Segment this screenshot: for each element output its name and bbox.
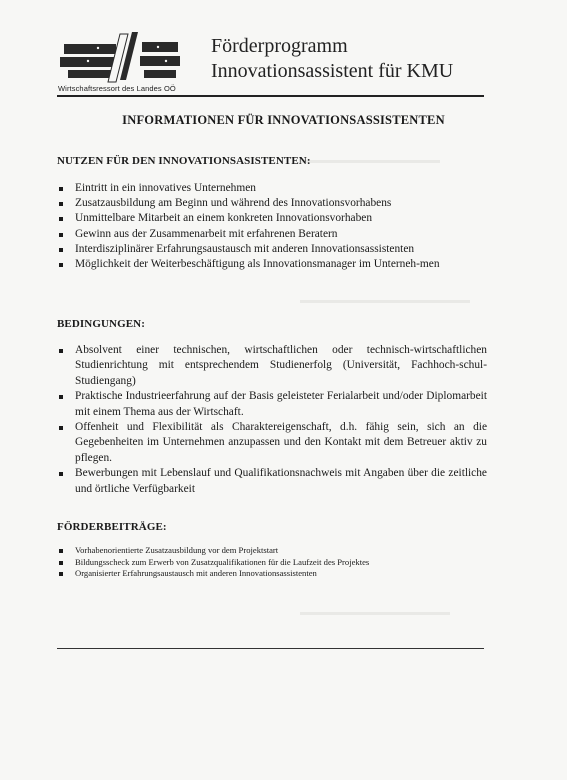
bullet-icon bbox=[59, 263, 63, 267]
bullet-icon bbox=[59, 217, 63, 221]
bullet-icon bbox=[59, 572, 63, 576]
list-item: Organisierter Erfahrungsaustausch mit anderen Innovationsassistenten bbox=[57, 568, 487, 580]
logo-caption: Wirtschaftsressort des Landes OÖ bbox=[58, 84, 176, 93]
list-item: Absolvent einer technischen, wirtschaftlichen oder technisch-wirtschaftlichen Studienrichtung mit entsprechendem Studienerfolg (Universität, Fachhoch-schul-Studiengang) bbox=[57, 343, 487, 389]
benefits-heading: NUTZEN FÜR DEN INNOVATIONSASISTENTEN: bbox=[57, 155, 311, 167]
list-item: Bildungsscheck zum Erwerb von Zusatzqualifikationen für die Laufzeit des Projektes bbox=[57, 557, 487, 569]
benefits-list bbox=[57, 181, 487, 272]
wirtschaftsressort-logo bbox=[58, 30, 188, 90]
list-item: Zusatzausbildung am Beginn und während des Innovationsvorhabens bbox=[57, 196, 487, 211]
show-through-mark bbox=[300, 160, 440, 163]
list-item: Vorhabenorientierte Zusatzausbildung vor dem Projektstart bbox=[57, 545, 487, 557]
bullet-icon bbox=[59, 426, 63, 430]
funding-list bbox=[57, 545, 487, 580]
bullet-icon bbox=[59, 248, 63, 252]
bullet-icon bbox=[59, 349, 63, 353]
bullet-icon bbox=[59, 233, 63, 237]
show-through-mark bbox=[300, 612, 450, 615]
list-item: Möglichkeit der Weiterbeschäftigung als Innovationsmanager im Unterneh-men bbox=[57, 257, 487, 272]
list-item: Interdisziplinärer Erfahrungsaustausch mit anderen Innovationsassistenten bbox=[57, 242, 487, 257]
bullet-icon bbox=[59, 561, 63, 565]
document-title: INFORMATIONEN FÜR INNOVATIONSASSISTENTEN bbox=[122, 113, 445, 127]
conditions-heading: BEDINGUNGEN: bbox=[57, 318, 145, 330]
funding-heading: FÖRDERBEITRÄGE: bbox=[57, 521, 167, 533]
footer-rule bbox=[57, 648, 484, 649]
program-title-line2: Innovationsassistent für KMU bbox=[211, 60, 454, 82]
header-rule bbox=[57, 95, 484, 97]
list-item: Offenheit und Flexibilität als Charaktereigenschaft, d.h. fähig sein, sich an die Gegebenheiten im Unternehmen anzupassen und den Kontakt mit dem Betreuer aktiv zu pflegen. bbox=[57, 420, 487, 466]
bullet-icon bbox=[59, 472, 63, 476]
bullet-icon bbox=[59, 202, 63, 206]
bullet-icon bbox=[59, 187, 63, 191]
list-item: Eintritt in ein innovatives Unternehmen bbox=[57, 181, 487, 196]
bullet-icon bbox=[59, 549, 63, 553]
show-through-mark bbox=[300, 300, 470, 303]
list-item: Gewinn aus der Zusammenarbeit mit erfahrenen Beratern bbox=[57, 227, 487, 242]
list-item: Bewerbungen mit Lebenslauf und Qualifikationsnachweis mit Angaben über die zeitliche und örtliche Verfügbarkeit bbox=[57, 466, 487, 497]
bullet-icon bbox=[59, 395, 63, 399]
list-item: Praktische Industrieerfahrung auf der Basis geleisteter Ferialarbeit und/oder Diplomarbeit mit einem Thema aus der Wirtschaft. bbox=[57, 389, 487, 420]
program-title-line1: Förderprogramm bbox=[211, 35, 348, 57]
list-item: Unmittelbare Mitarbeit an einem konkreten Innovationsvorhaben bbox=[57, 211, 487, 226]
conditions-list bbox=[57, 343, 487, 497]
program-title bbox=[211, 34, 453, 84]
